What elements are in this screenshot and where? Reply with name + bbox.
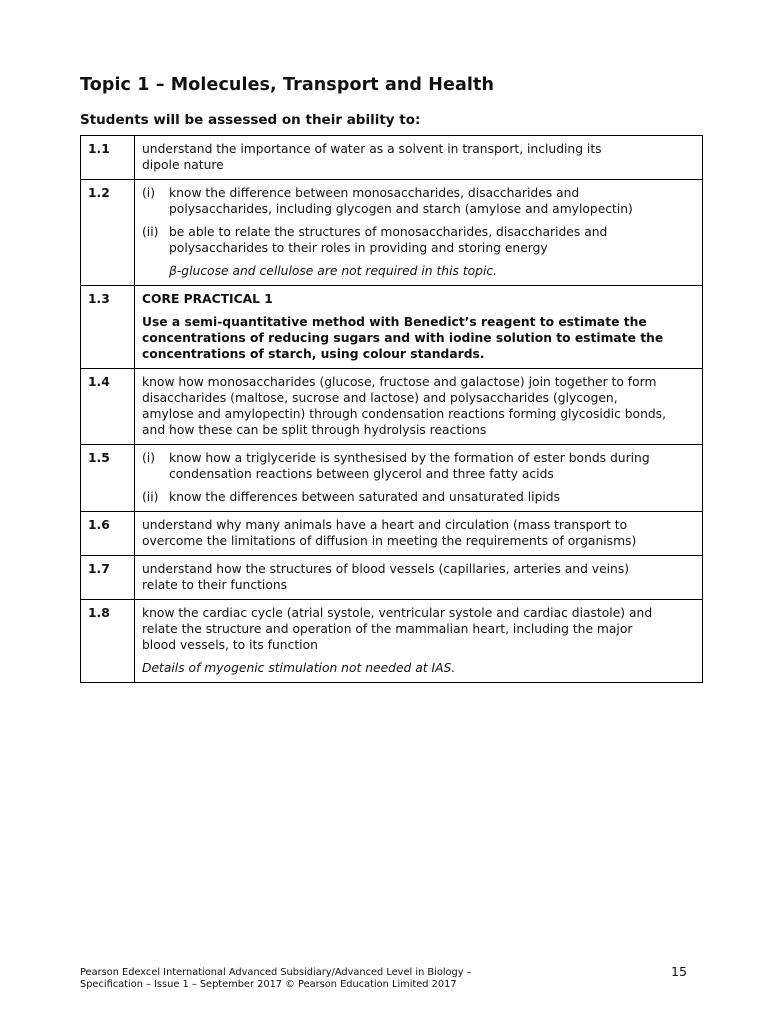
row-number: 1.4 — [81, 369, 135, 445]
table-row — [81, 512, 703, 556]
table-row — [81, 136, 703, 180]
row-content — [135, 556, 703, 600]
table-row — [81, 369, 703, 445]
text-line: amylose and amylopectin) through condensation reactions forming glycosidic bonds, — [142, 407, 666, 421]
page-subtitle: Students will be assessed on their ability to: — [80, 112, 421, 128]
table-row — [81, 600, 703, 683]
text-line: polysaccharides to their roles in providing and storing energy — [169, 241, 548, 255]
text-line: relate to their functions — [142, 578, 288, 592]
text-line: dipole nature — [142, 158, 224, 172]
footer — [80, 967, 472, 991]
text-line: know the cardiac cycle (atrial systole, ventricular systole and cardiac diastole) and — [142, 606, 653, 620]
page-number: 15 — [671, 964, 687, 979]
text-line: polysaccharides, including glycogen and starch (amylose and amylopectin) — [169, 202, 633, 216]
text-line: blood vessels, to its function — [142, 638, 318, 652]
row-note: β-glucose and cellulose are not required in this topic. — [169, 264, 498, 278]
page-title: Topic 1 – Molecules, Transport and Health — [80, 75, 494, 95]
row-number: 1.8 — [81, 600, 135, 683]
spec-table — [80, 135, 703, 683]
sub-item-marker: (i) — [142, 186, 156, 200]
row-note: Details of myogenic stimulation not needed at IAS. — [142, 661, 456, 675]
text-line: Use a semi-quantitative method with Benedict’s reagent to estimate the — [142, 315, 647, 329]
text-line: know how monosaccharides (glucose, fructose and galactose) join together to form — [142, 375, 657, 389]
text-line: know the differences between saturated and unsaturated lipids — [169, 490, 561, 504]
text-line: understand how the structures of blood vessels (capillaries, arteries and veins) — [142, 562, 630, 576]
row-content — [135, 445, 703, 512]
row-number: 1.2 — [81, 180, 135, 286]
row-number: 1.5 — [81, 445, 135, 512]
text-line: know how a triglyceride is synthesised by the formation of ester bonds during — [169, 451, 650, 465]
text-line: concentrations of reducing sugars and with iodine solution to estimate the — [142, 331, 664, 345]
sub-item-ii — [142, 489, 696, 505]
text-line: disaccharides (maltose, sucrose and lactose) and polysaccharides (glycogen, — [142, 391, 618, 405]
text-line: understand why many animals have a heart and circulation (mass transport to — [142, 518, 628, 532]
sub-item-ii — [142, 224, 696, 256]
sub-item-marker: (ii) — [142, 490, 159, 504]
sub-item-marker: (i) — [142, 451, 156, 465]
text-line: concentrations of starch, using colour standards. — [142, 347, 485, 361]
row-content — [135, 369, 703, 445]
text-line: be able to relate the structures of monosaccharides, disaccharides and — [169, 225, 608, 239]
core-practical-text — [142, 314, 696, 362]
row-number: 1.1 — [81, 136, 135, 180]
text-line: overcome the limitations of diffusion in meeting the requirements of organisms) — [142, 534, 637, 548]
table-row — [81, 556, 703, 600]
core-practical-heading: CORE PRACTICAL 1 — [142, 292, 273, 306]
text-line: and how these can be split through hydrolysis reactions — [142, 423, 487, 437]
sub-item-marker: (ii) — [142, 225, 159, 239]
text-line: understand the importance of water as a solvent in transport, including its — [142, 142, 602, 156]
row-text — [142, 605, 696, 653]
table-row — [81, 180, 703, 286]
text-line: condensation reactions between glycerol and three fatty acids — [169, 467, 554, 481]
sub-item-i — [142, 450, 696, 482]
text-line: know the difference between monosaccharides, disaccharides and — [169, 186, 580, 200]
row-number: 1.7 — [81, 556, 135, 600]
row-content — [135, 512, 703, 556]
row-number: 1.3 — [81, 286, 135, 369]
row-content — [135, 600, 703, 683]
text-line: relate the structure and operation of the mammalian heart, including the major — [142, 622, 633, 636]
table-row — [81, 286, 703, 369]
footer-line: Pearson Edexcel International Advanced Subsidiary/Advanced Level in Biology – — [80, 967, 472, 978]
row-content — [135, 286, 703, 369]
table-row — [81, 445, 703, 512]
sub-item-i — [142, 185, 696, 217]
row-number: 1.6 — [81, 512, 135, 556]
row-content — [135, 180, 703, 286]
row-content — [135, 136, 703, 180]
footer-line: Specification – Issue 1 – September 2017 © Pearson Education Limited 2017 — [80, 979, 457, 990]
